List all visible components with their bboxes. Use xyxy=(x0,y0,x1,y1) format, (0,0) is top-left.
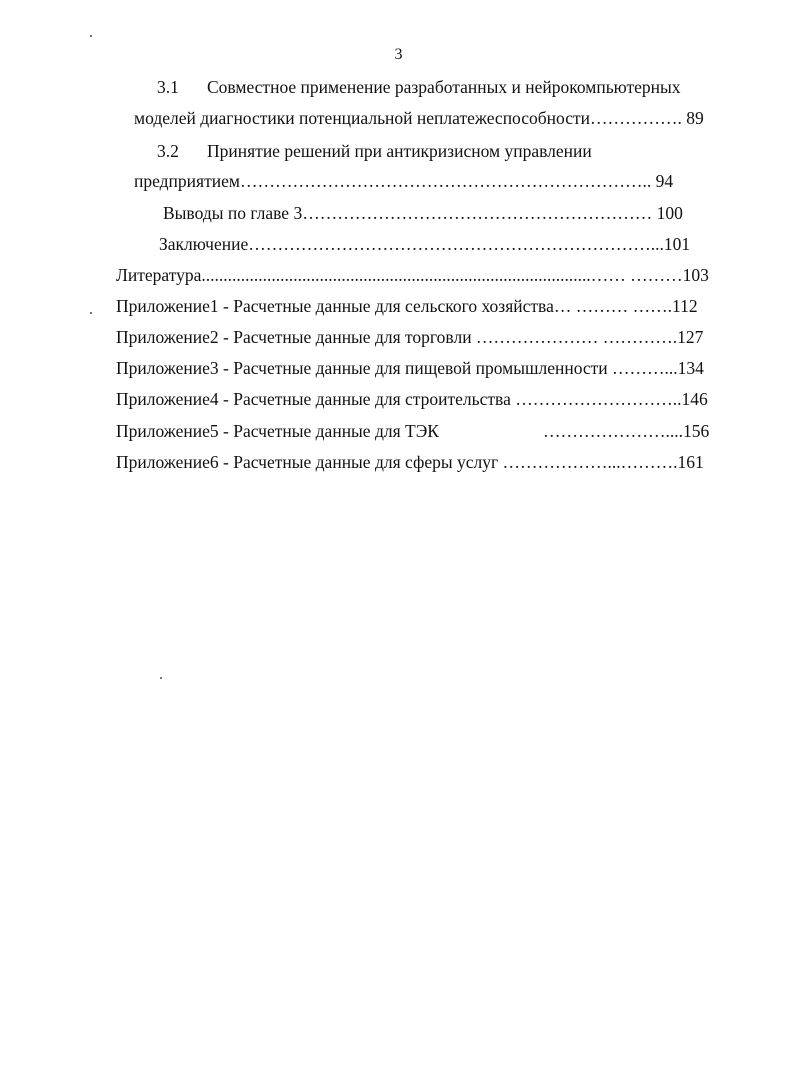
section-number: 3.1 xyxy=(157,77,179,97)
toc-entry-conclusions-ch3: Выводы по главе 3…………………………………………………… 100 xyxy=(163,203,683,223)
scan-speck xyxy=(90,35,92,37)
section-title: Совместное применение разработанных и нейрокомпьютерных xyxy=(207,77,681,97)
toc-entry-appendix-3: Приложение3 - Расчетные данные для пищевой промышленности ………...134 xyxy=(116,358,704,378)
toc-entry-3-1-line1 xyxy=(157,76,681,98)
toc-entry-conclusion: Заключение……………………………………………………………...101 xyxy=(159,234,691,254)
appendix-5-leader: …………………....156 xyxy=(542,421,710,441)
toc-entry-3-2-line1 xyxy=(157,140,592,162)
toc-entry-3-1-line2: моделей диагностики потенциальной неплатежеспособности……………. 89 xyxy=(134,108,704,128)
toc-entry-appendix-4: Приложение4 - Расчетные данные для строительства ………………………..146 xyxy=(116,389,708,409)
toc-entry-literature: Литература.........................................................................................…… ………103 xyxy=(116,265,709,285)
toc-entry-appendix-1: Приложение1 - Расчетные данные для сельского хозяйства… ……… …….112 xyxy=(116,296,698,316)
toc-entry-appendix-2: Приложение2 - Расчетные данные для торговли ………………… ………….127 xyxy=(116,327,704,347)
toc-entry-appendix-5 xyxy=(116,420,709,442)
appendix-5-label: Приложение5 - Расчетные данные для ТЭК xyxy=(116,421,439,441)
scan-speck xyxy=(90,312,92,314)
toc-entry-appendix-6: Приложение6 - Расчетные данные для сферы услуг ………………...……….161 xyxy=(116,452,704,472)
page-number: 3 xyxy=(394,46,403,63)
section-number: 3.2 xyxy=(157,141,179,161)
section-title: Принятие решений при антикризисном управлении xyxy=(207,141,592,161)
scan-speck xyxy=(160,677,162,679)
toc-entry-3-2-line2: предприятием…………………………………………………………….. 94 xyxy=(134,171,674,191)
